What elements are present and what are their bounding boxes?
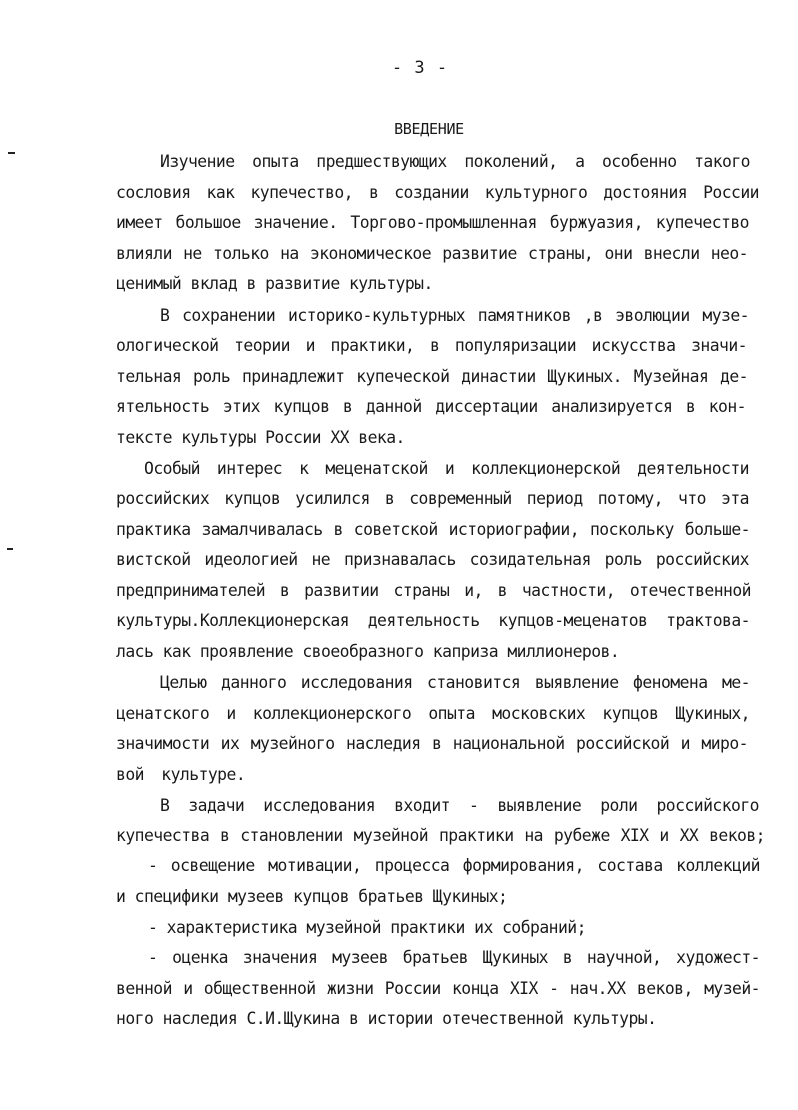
text-line: В сохранении историко-культурных памятников ,в эволюции музе- [160, 306, 749, 325]
text-line: сословия как купечество, в создании культурного достояния России [116, 183, 759, 202]
text-line: Целью данного исследования становится выявление феномена ме- [160, 673, 750, 692]
scan-mark [7, 548, 13, 550]
text-line: - оценка значения музеев братьев Щукиных в научной, художест- [148, 948, 760, 967]
text-line: вистской идеологией не признавалась созидательная роль российских [116, 550, 749, 569]
text-line: лась как проявление своеобразного каприза миллионеров. [116, 642, 620, 661]
section-heading: ВВЕДЕНИЕ [394, 120, 464, 138]
page-number: - 3 - [391, 58, 449, 78]
text-line: и специфики музеев купцов братьев Щукиных; [116, 887, 508, 906]
text-line: влияли не только на экономическое развитие страны, они внесли нео- [116, 244, 748, 263]
text-line: значимости их музейного наследия в национальной российской и миро- [116, 734, 748, 753]
text-line: купечества в становлении музейной практики на рубеже XIX и XX веков; [116, 826, 765, 845]
text-line: венной и общественной жизни России конца XIX - нач.XX веков, музей- [116, 979, 760, 998]
text-line: российских купцов усилился в современный период потому, что эта [116, 489, 749, 508]
text-line: ятельность этих купцов в данной диссертации анализируется в кон- [116, 397, 746, 416]
text-line: Особый интерес к меценатской и коллекционерской деятельности [144, 459, 749, 478]
scan-mark [8, 152, 15, 154]
text-line: вой культуре. [116, 765, 246, 784]
text-line: ценатского и коллекционерского опыта московских купцов Щукиных, [116, 704, 750, 723]
text-line: ного наследия С.И.Щукина в истории отечественной культуры. [116, 1009, 657, 1028]
text-line: - освещение мотивации, процесса формирования, состава коллекций [148, 856, 760, 875]
text-line: - характеристика музейной практики их собраний; [148, 918, 586, 937]
text-line: В задачи исследования входит - выявление роли российского [160, 796, 759, 815]
text-line: тексте культуры России XX века. [116, 428, 405, 447]
text-line: культуры.Коллекционерская деятельность купцов-меценатов трактова- [116, 611, 750, 630]
text-line: имеет большое значение. Торгово-промышленная буржуазия, купечество [116, 213, 749, 232]
text-line: ологической теории и практики, в популяризации искусства значи- [116, 336, 747, 355]
text-line: ценимый вклад в развитие культуры. [116, 274, 433, 293]
text-line: практика замалчивалась в советской историографии, поскольку больше- [116, 520, 750, 539]
text-line: тельная роль принадлежит купеческой династии Щукиных. Музейная де- [116, 367, 748, 386]
text-line: Изучение опыта предшествующих поколений, а особенно такого [160, 152, 750, 171]
text-line: предпринимателей в развитии страны и, в частности, отечественной [116, 581, 751, 600]
